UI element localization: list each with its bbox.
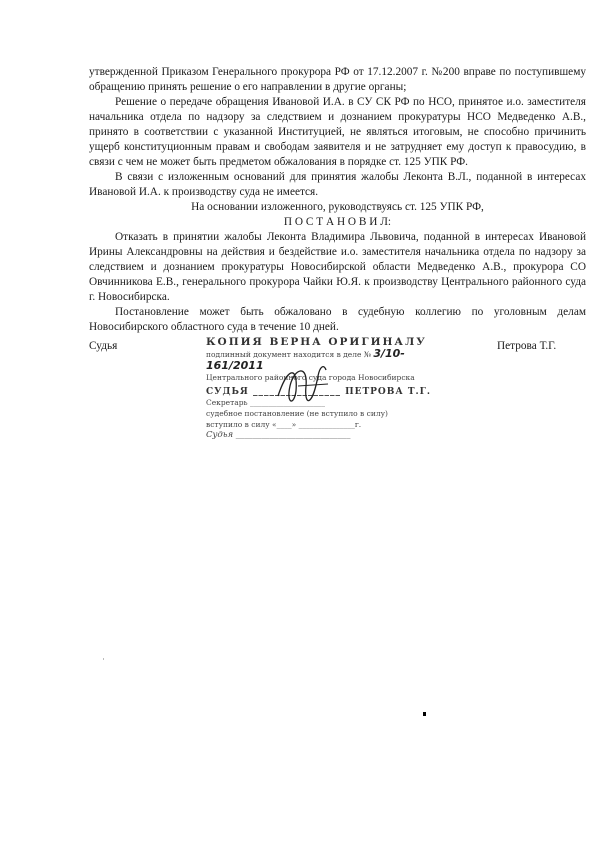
- stamp-line2: Центрального районного суда города Новосибирска: [206, 373, 415, 382]
- paragraph-2: Решение о передаче обращения Ивановой И.А. в СУ СК РФ по НСО, принятое и.о. заместителя начальника отдела по надзору за следствием и дознанием прокуратуры НСО Медведенко А.В., принято в соответствии с указанной Институцией, не являться итоговым, не способно причинить ущерб конституционным правам и свободам заявителя и не затрудняет ему доступ к правосудию, в связи с чем не может быть предметом обжалования в порядке ст. 125 УПК РФ.: [89, 96, 586, 168]
- page-mark: [423, 712, 426, 716]
- signature-judge-name: Петрова Т.Г.: [497, 340, 557, 352]
- stamp-case-number: 3/10-161/2011: [206, 347, 405, 372]
- stamp-secretary-line: Секретарь ____________________: [206, 398, 325, 407]
- paragraph-ruling: Отказать в принятии жалобы Леконта Владимира Львовича, поданной в интересах Ивановой Ирины Александровны на действия и бездействие и.о. заместителя начальника отдела по надзору за следствием и дознанием прокуратуры Новосибирской области Медведенко А.В., прокурора СО Овчинникова Е.В., генерального прокурора Чайки Ю.Я. к производству Центрального районного суда г. Новосибирска.: [89, 231, 586, 303]
- scan-speck: [103, 658, 104, 660]
- document-body: [89, 65, 586, 335]
- stamp-effective-line: вступило в силу «____» _______________г.: [206, 420, 362, 429]
- paragraph-1: утвержденной Приказом Генерального прокурора РФ от 17.12.2007 г. №200 вправе по поступившему обращению принять решение о его направлении в другие органы;: [89, 66, 586, 93]
- paragraph-3: В связи с изложенным оснований для принятия жалобы Леконта В.Л., поданной в интересах Ивановой И.А. к производству суда не имеется.: [89, 171, 586, 198]
- paragraph-4: На основании изложенного, руководствуясь ст. 125 УПК РФ,: [191, 201, 484, 213]
- heading-postanovil: П О С Т А Н О В И Л:: [283, 216, 392, 228]
- signature-judge-label: Судья: [89, 340, 118, 352]
- stamp-judge-line: СУДЬЯ ________________ ПЕТРОВА Т.Г.: [206, 387, 432, 397]
- stamp-title: КОПИЯ ВЕРНА ОРИГИНАЛУ: [206, 336, 427, 348]
- paragraph-appeal: Постановление может быть обжаловано в судебную коллегию по уголовным делам Новосибирского областного суда в течение 10 дней.: [89, 306, 586, 333]
- stamp-status-line: судебное постановление (не вступило в силу): [206, 409, 388, 418]
- handwritten-signature: [268, 356, 338, 416]
- stamp-judge-sign-line: Судья ___________________________: [206, 430, 351, 440]
- stamp-line1-text: подлинный документ находится в деле №: [206, 350, 371, 359]
